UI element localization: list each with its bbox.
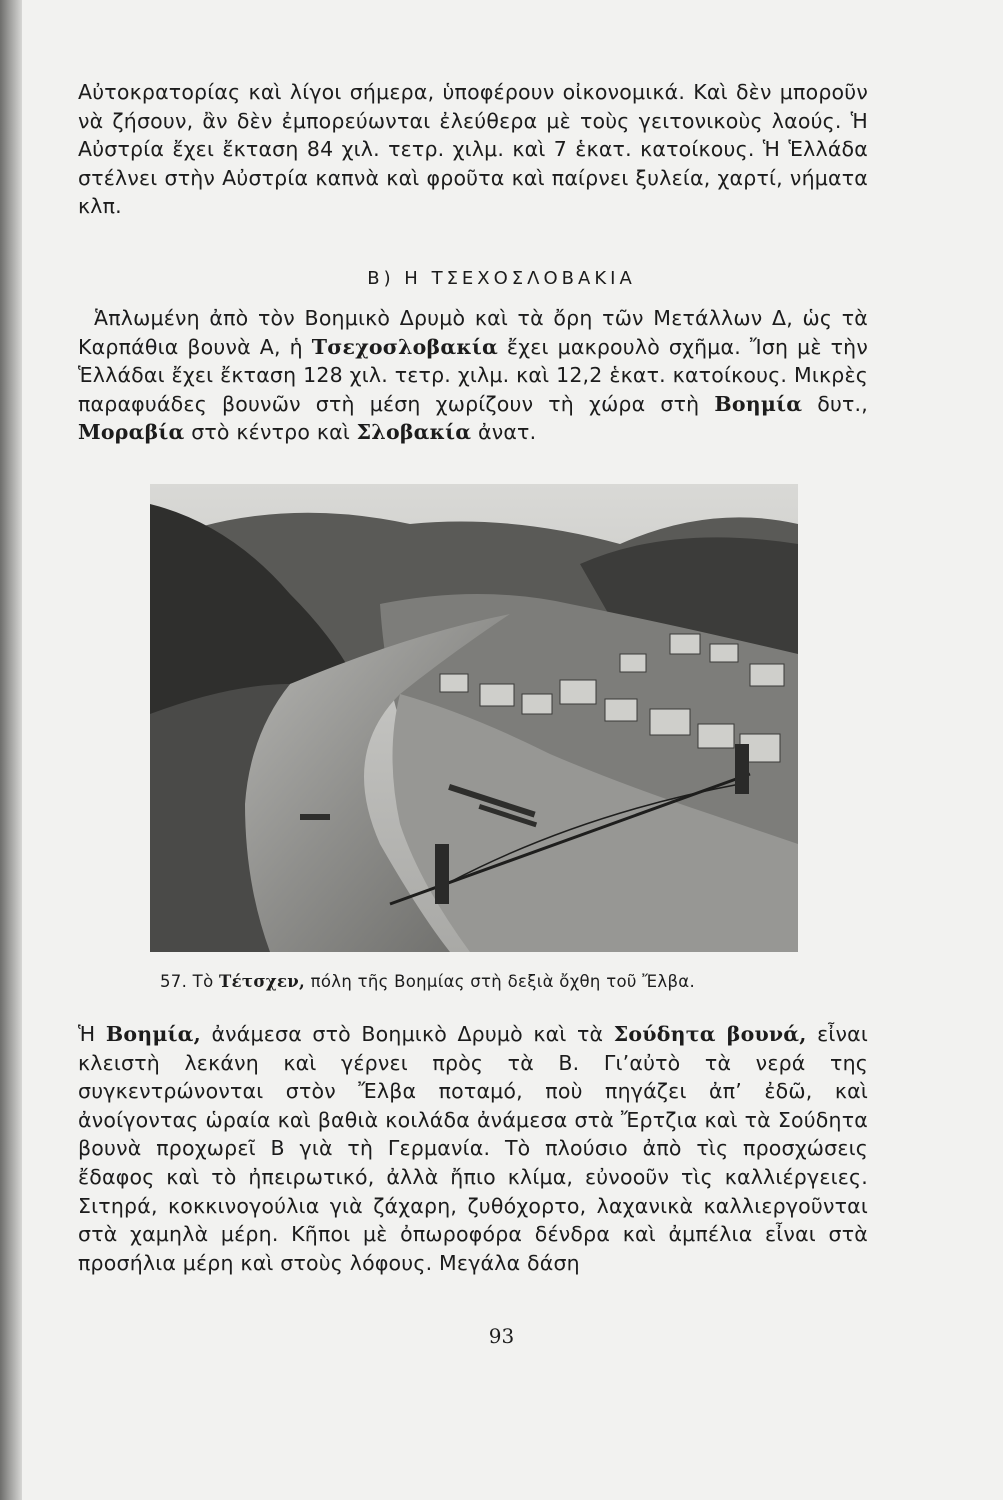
term-slovakia: Σλοβακία xyxy=(356,420,472,445)
term-bohemia-bottom: Βοημία, xyxy=(105,1022,201,1046)
top-paragraph xyxy=(78,78,868,221)
page-number: 93 xyxy=(488,1324,515,1348)
term-sudetes: Σούδητα βουνά, xyxy=(613,1022,807,1046)
term-bohemia: Βοημία xyxy=(714,391,803,416)
caption-place-name: Τέτσχεν, xyxy=(219,972,306,991)
photo-illustration xyxy=(150,484,798,952)
bottom-paragraph: Ἡ Βοημία, ἀνάμεσα στὸ Βοημικὸ Δρυμὸ καὶ τὰ Σούδητα βουνά, εἶναι κλειστὴ λεκάνη καὶ γέρνει πρὸς τὰ Β. Γι’αὐτὸ τὰ νερά της συγκεντρώνονται στὸν Ἔλβα ποταμό, ποὺ πηγάζει ἀπ’ ἐδῶ, καὶ ἀνοίγοντας ὡραία καὶ βαθιὰ κοιλάδα ἀνάμεσα στὰ Ἔρτζια καὶ τὰ Σούδητα βουνὰ προχωρεῖ Β γιὰ τὴ Γερμανία. Τὸ πλούσιο ἀπὸ τὶς προσχώσεις ἔδαφος καὶ τὸ ἠπειρωτικό, ἀλλὰ ἤπιο κλίμα, εὐνοοῦν τὶς καλλιέργειες. Σιτηρά, κοκκινογούλια γιὰ ζάχαρη, ζυθόχορτο, λαχανικὰ καλλιεργοῦνται στὰ χαμηλὰ μέρη. Κῆποι μὲ ὀπωροφόρα δένδρα καὶ ἀμπέλια εἶναι στὰ προσήλια μέρη καὶ στοὺς λόφους. Μεγάλα δάση xyxy=(78,1022,869,1275)
page-binding-edge xyxy=(0,0,22,1500)
term-czechoslovakia: Τσεχοσλοβακία xyxy=(311,334,498,359)
section-paragraph: Ἁπλωμένη ἀπὸ τὸν Βοημικὸ Δρυμὸ καὶ τὰ ὄρη τῶν Μετάλλων Δ, ὡς τὰ Καρπάθια βουνὰ Α, ἡ Τσεχοσλοβακία ἔχει μακρουλὸ σχῆμα. Ἴση μὲ τὴν Ἑλλάδαι ἔχει ἔκταση 128 χιλ. τετρ. χιλμ. καὶ 12,2 ἑκατ. κατοίκους. Μικρὲς παραφυάδες βουνῶν στὴ μέση χωρίζουν τὴ χώρα στὴ Βοημία δυτ., Μοραβία στὸ κέντρο καὶ Σλοβακία ἀνατ. xyxy=(78,306,868,445)
photo-tetschen-river-view xyxy=(150,484,798,952)
figure-caption: 57. Τὸ Τέτσχεν, πόλη τῆς Βοημίας στὴ δεξιὰ ὄχθη τοῦ Ἔλβα. xyxy=(160,972,695,991)
section-heading: Β) Η ΤΣΕΧΟΣΛΟΒΑΚΙΑ xyxy=(367,268,636,289)
term-moravia: Μοραβία xyxy=(78,420,185,445)
top-paragraph-text: Αὐτοκρατορίας καὶ λίγοι σήμερα, ὑποφέρουν οἰκονομικά. Καὶ δὲν μποροῦν νὰ ζήσουν, ἂν δὲν ἐμπορεύωνται ἐλεύθερα μὲ τοὺς γειτονικοὺς λαούς. Ἡ Αὐστρία ἔχει ἔκταση 84 χιλ. τετρ. χιλμ. καὶ 7 ἑκατ. κατοίκους. Ἡ Ἑλλάδα στέλνει στὴν Αὐστρία καπνὰ καὶ φροῦτα καὶ παίρνει ξυλεία, χαρτί, νήματα κλπ. xyxy=(78,80,868,219)
